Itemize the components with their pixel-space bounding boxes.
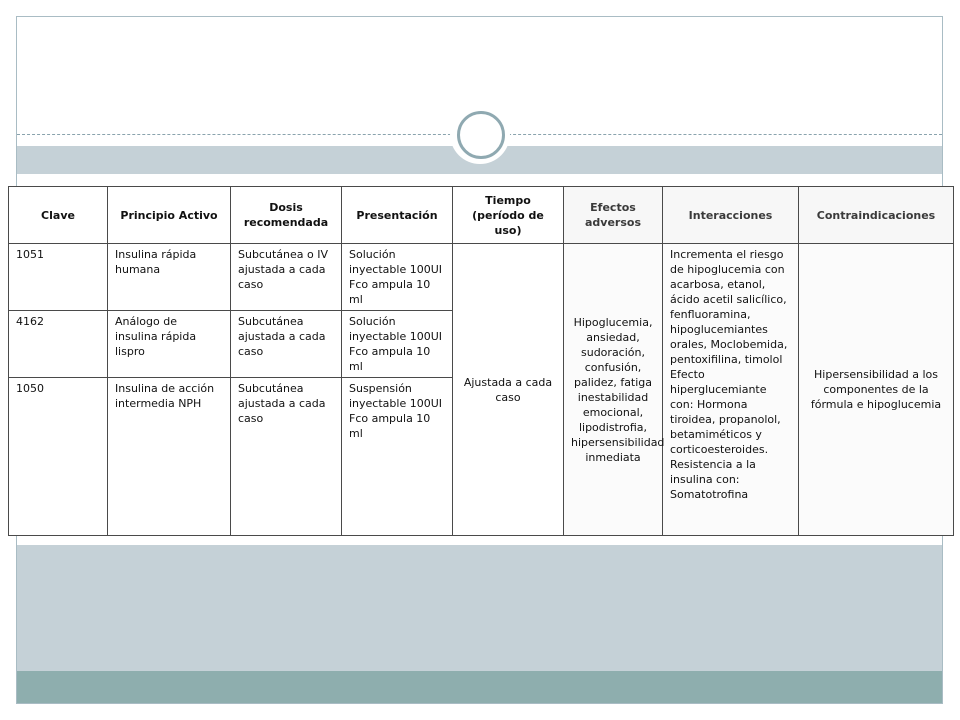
table-header-row	[9, 187, 954, 244]
cell-interacciones: Incrementa el riesgo de hipoglucemia con acarbosa, etanol, ácido acetil salicílico, fenfluoramina, hipoglucemiantes orales, Moclobemida, pentoxifilina, timolol Efecto hiperglucemiante con: Hormona tiroidea, propanolol, betamiméticos y corticoesteroides. Resistencia a la insulina con: Somatotrofina	[663, 244, 799, 536]
cell-efectos: Hipoglucemia, ansiedad, sudoración, confusión, palidez, fatiga inestabilidad emocional, lipodistrofia, hipersensibilidad inmediata	[564, 244, 663, 536]
cell-presentacion: Solución inyectable 100UI Fco ampula 10 ml	[342, 311, 453, 378]
cell-clave: 1051	[9, 244, 108, 311]
insulin-table	[8, 186, 954, 536]
header-interacciones: Interacciones	[663, 187, 799, 244]
header-tiempo: Tiempo (período de uso)	[453, 187, 564, 244]
cell-clave: 4162	[9, 311, 108, 378]
cell-dosis: Subcutánea ajustada a cada caso	[231, 378, 342, 536]
cell-tiempo: Ajustada a cada caso	[453, 244, 564, 536]
header-clave: Clave	[9, 187, 108, 244]
header-contraindicaciones: Contraindicaciones	[799, 187, 954, 244]
cell-presentacion: Suspensión inyectable 100UI Fco ampula 10 ml	[342, 378, 453, 536]
header-principio-activo: Principio Activo	[108, 187, 231, 244]
cell-principio: Insulina de acción intermedia NPH	[108, 378, 231, 536]
cell-principio: Análogo de insulina rápida lispro	[108, 311, 231, 378]
cell-contraindicaciones: Hipersensibilidad a los componentes de la fórmula e hipoglucemia	[799, 244, 954, 536]
circle-ring-icon	[457, 111, 505, 159]
cell-principio: Insulina rápida humana	[108, 244, 231, 311]
header-efectos: Efectos adversos	[564, 187, 663, 244]
cell-dosis: Subcutánea o IV ajustada a cada caso	[231, 244, 342, 311]
cell-presentacion: Solución inyectable 100UI Fco ampula 10 ml	[342, 244, 453, 311]
cell-clave: 1050	[9, 378, 108, 536]
table-row	[9, 244, 954, 311]
content-band	[17, 545, 942, 671]
header-dosis: Dosis recomendada	[231, 187, 342, 244]
header-presentacion: Presentación	[342, 187, 453, 244]
footer-band	[17, 671, 942, 703]
cell-dosis: Subcutánea ajustada a cada caso	[231, 311, 342, 378]
